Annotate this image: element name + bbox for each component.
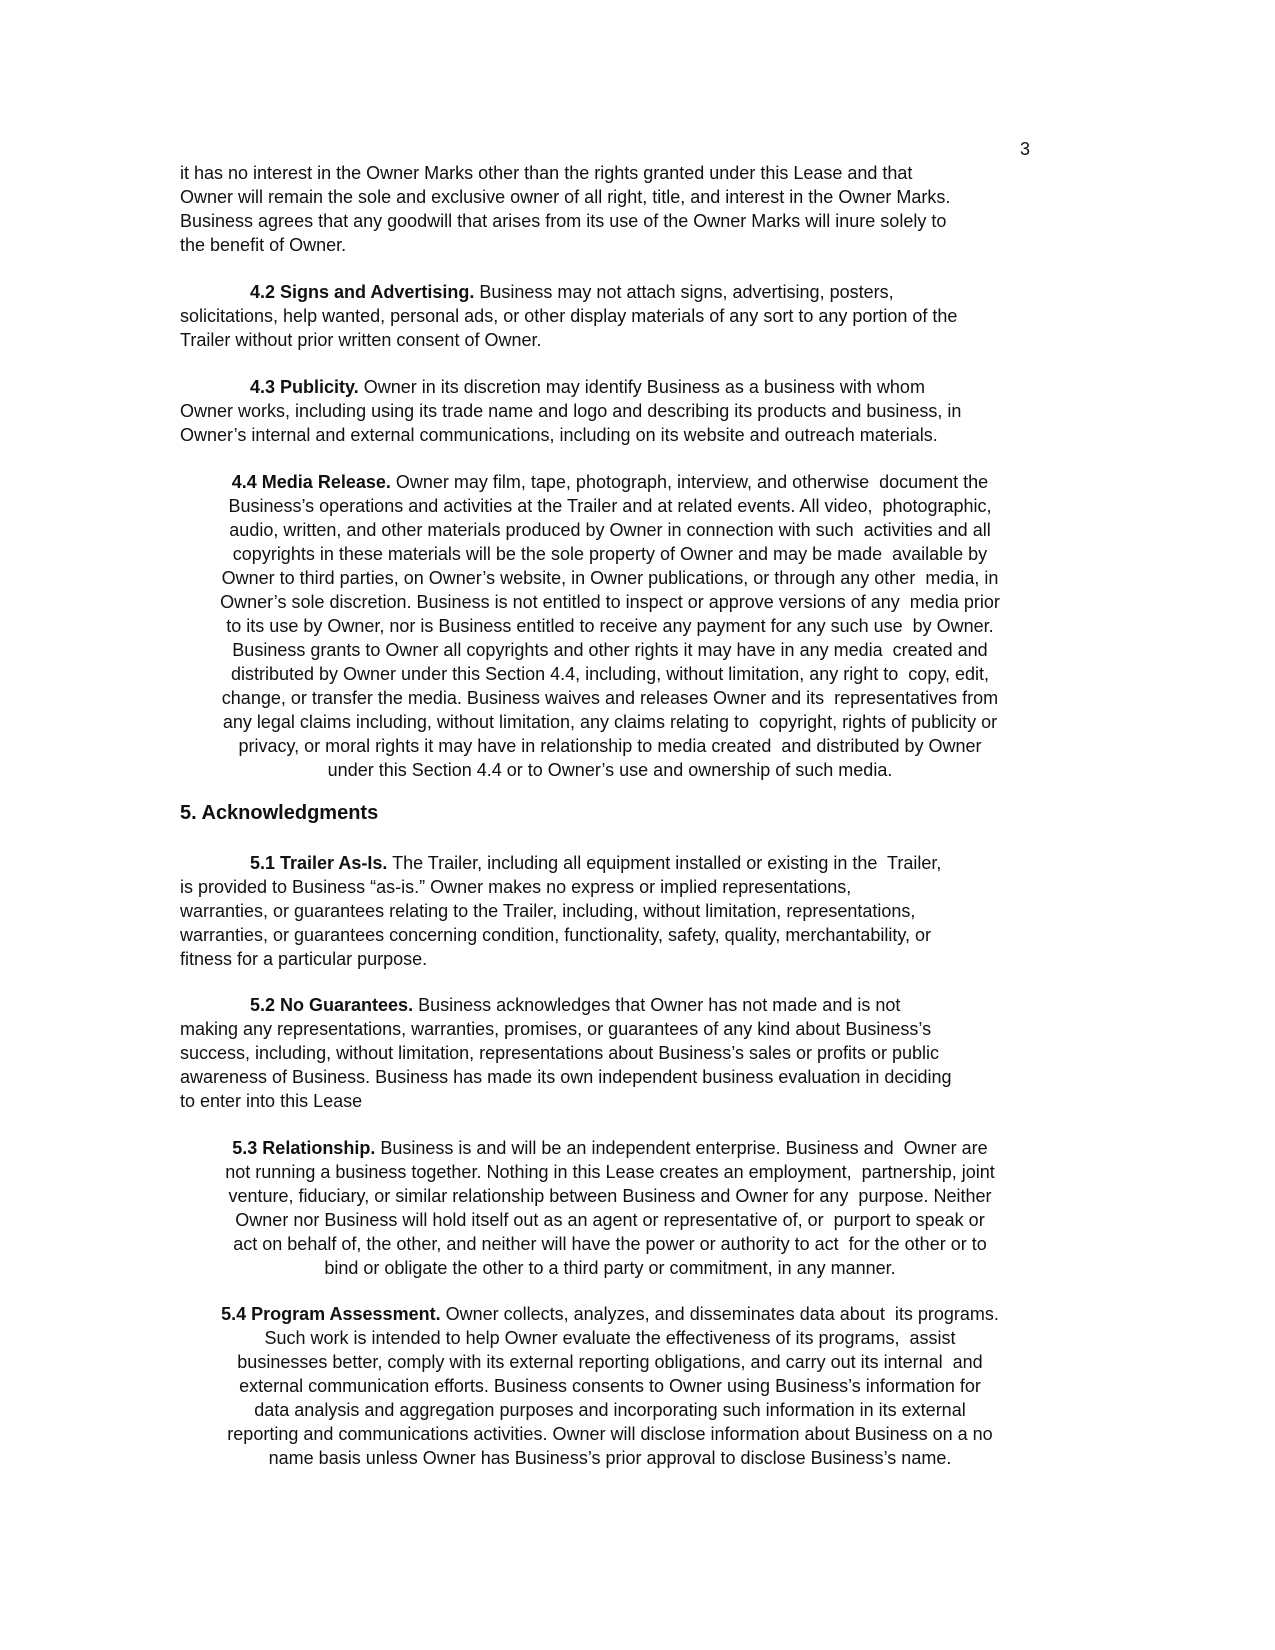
paragraph-line: [180, 161, 1040, 185]
line-text: privacy, or moral rights it may have in relationship to media created and distributed by Owner: [238, 736, 982, 756]
line-text: bind or obligate the other to a third party or commitment, in any manner.: [324, 1258, 896, 1278]
paragraph-line: [180, 328, 1040, 352]
line-text: businesses better, comply with its external reporting obligations, and carry out its internal and: [237, 1352, 983, 1372]
line-text: warranties, or guarantees relating to the Trailer, including, without limitation, representations,: [180, 901, 916, 921]
line-text: act on behalf of, the other, and neither will have the power or authority to act for the other or to: [233, 1234, 987, 1254]
line-text: fitness for a particular purpose.: [180, 949, 428, 969]
paragraph-line: [180, 518, 1040, 542]
paragraph-line: [180, 1136, 1040, 1160]
paragraph-line: [180, 1446, 1040, 1470]
paragraph-line: [180, 1256, 1040, 1280]
line-text: Business may not attach signs, advertising, posters,: [474, 282, 894, 302]
line-text: distributed by Owner under this Section 4.4, including, without limitation, any right to copy, edit,: [230, 664, 990, 684]
paragraph-line: [180, 923, 1040, 947]
paragraph-line: [180, 1398, 1040, 1422]
paragraph: [180, 993, 1040, 1113]
line-text: name basis unless Owner has Business’s prior approval to disclose Business’s name.: [268, 1448, 952, 1468]
line-text: Such work is intended to help Owner evaluate the effectiveness of its programs, assist: [264, 1328, 956, 1348]
paragraph-title: 5.1 Trailer As-Is.: [250, 853, 388, 873]
line-text: The Trailer, including all equipment installed or existing in the Trailer,: [387, 853, 942, 873]
paragraph: [180, 470, 1040, 782]
paragraph-line: [180, 1422, 1040, 1446]
line-text: under this Section 4.4 or to Owner’s use and ownership of such media.: [327, 760, 893, 780]
paragraph-line: [180, 1350, 1040, 1374]
line-text: change, or transfer the media. Business waives and releases Owner and its representatives from: [221, 688, 999, 708]
paragraph-line: [180, 1326, 1040, 1350]
paragraph-line: [180, 399, 1040, 423]
paragraph: [180, 375, 1040, 447]
section-heading: 5. Acknowledgments: [180, 802, 379, 824]
line-text: solicitations, help wanted, personal ads, or other display materials of any sort to any portion of the: [180, 306, 958, 326]
line-text: Business acknowledges that Owner has not made and is not: [413, 995, 901, 1015]
line-text: data analysis and aggregation purposes and incorporating such information in its external: [254, 1400, 966, 1420]
paragraph-line: [180, 1089, 1040, 1113]
paragraph: [180, 851, 1040, 971]
page-number: 3: [1020, 139, 1031, 159]
paragraph: [180, 1136, 1040, 1280]
line-text: Owner works, including using its trade name and logo and describing its products and business, in: [180, 401, 962, 421]
line-text: Owner nor Business will hold itself out as an agent or representative of, or purport to speak or: [235, 1210, 985, 1230]
paragraph-line: [180, 566, 1040, 590]
paragraph-line: [180, 1065, 1040, 1089]
paragraph-title: 5.3 Relationship.: [232, 1138, 376, 1158]
paragraph-line: [180, 734, 1040, 758]
line-text: Trailer without prior written consent of Owner.: [180, 330, 542, 350]
line-text: Owner’s sole discretion. Business is not entitled to inspect or approve versions of any media prior: [220, 592, 1000, 612]
paragraph-title: 4.2 Signs and Advertising.: [250, 282, 475, 302]
paragraph-title: 4.4 Media Release.: [231, 472, 391, 492]
paragraph-line: [180, 1041, 1040, 1065]
line-text: to its use by Owner, nor is Business entitled to receive any payment for any such use by Owner.: [226, 616, 994, 636]
paragraph-line: [180, 1374, 1040, 1398]
line-text: external communication efforts. Business consents to Owner using Business’s information for: [239, 1376, 981, 1396]
line-text: Owner collects, analyzes, and disseminates data about its programs.: [440, 1304, 999, 1324]
paragraph-line: [180, 209, 1040, 233]
paragraph-title: 5.4 Program Assessment.: [221, 1304, 441, 1324]
line-text: Owner’s internal and external communications, including on its website and outreach materials.: [180, 425, 938, 445]
line-text: Business is and will be an independent enterprise. Business and Owner are: [375, 1138, 988, 1158]
paragraph-line: [180, 638, 1040, 662]
line-text: Owner in its discretion may identify Business as a business with whom: [358, 377, 925, 397]
paragraph-line: [180, 233, 1040, 257]
paragraph: [180, 280, 1040, 352]
paragraph-line: [180, 280, 1040, 304]
line-text: audio, written, and other materials produced by Owner in connection with such activities and all: [229, 520, 991, 540]
paragraph-line: [180, 686, 1040, 710]
paragraph-line: [180, 304, 1040, 328]
paragraph-line: [180, 1160, 1040, 1184]
line-text: venture, fiduciary, or similar relationship between Business and Owner for any purpose. Neither: [228, 1186, 992, 1206]
paragraph-title: 4.3 Publicity.: [250, 377, 359, 397]
paragraph-line: [180, 614, 1040, 638]
line-text: Business agrees that any goodwill that arises from its use of the Owner Marks will inure solely to: [180, 211, 947, 231]
line-text: not running a business together. Nothing in this Lease creates an employment, partnership, joint: [225, 1162, 995, 1182]
paragraph-line: [180, 470, 1040, 494]
paragraph-line: [180, 993, 1040, 1017]
paragraph-line: [180, 1184, 1040, 1208]
paragraph-line: [180, 1017, 1040, 1041]
paragraph-title: 5.2 No Guarantees.: [250, 995, 414, 1015]
paragraph-line: [180, 375, 1040, 399]
line-text: is provided to Business “as-is.” Owner makes no express or implied representations,: [180, 877, 852, 897]
paragraph-line: [180, 947, 1040, 971]
line-text: any legal claims including, without limitation, any claims relating to copyright, rights of publicity or: [222, 712, 998, 732]
line-text: to enter into this Lease: [180, 1091, 363, 1111]
paragraph-line: [180, 185, 1040, 209]
line-text: making any representations, warranties, promises, or guarantees of any kind about Business’s: [180, 1019, 932, 1039]
line-text: Owner to third parties, on Owner’s website, in Owner publications, or through any other media, in: [221, 568, 999, 588]
line-text: the benefit of Owner.: [180, 235, 347, 255]
paragraph-line: [180, 1302, 1040, 1326]
line-text: Owner will remain the sole and exclusive owner of all right, title, and interest in the Owner Marks.: [180, 187, 951, 207]
paragraph-line: [180, 758, 1040, 782]
paragraph-line: [180, 494, 1040, 518]
paragraph-line: [180, 423, 1040, 447]
paragraph-line: [180, 590, 1040, 614]
line-text: copyrights in these materials will be the sole property of Owner and may be made available by: [232, 544, 988, 564]
line-text: warranties, or guarantees concerning condition, functionality, safety, quality, merchantability, or: [180, 925, 932, 945]
line-text: Business grants to Owner all copyrights and other rights it may have in any media created and: [232, 640, 988, 660]
line-text: Business’s operations and activities at the Trailer and at related events. All video, photographic,: [228, 496, 992, 516]
paragraph-line: [180, 710, 1040, 734]
line-text: Owner may film, tape, photograph, interview, and otherwise document the: [390, 472, 989, 492]
line-text: it has no interest in the Owner Marks other than the rights granted under this Lease and that: [180, 163, 913, 183]
paragraph-line: [180, 851, 1040, 875]
paragraph-line: [180, 875, 1040, 899]
paragraph: [180, 161, 1040, 257]
paragraph-line: [180, 899, 1040, 923]
paragraph-line: [180, 542, 1040, 566]
paragraph-line: [180, 1208, 1040, 1232]
paragraph-line: [180, 1232, 1040, 1256]
line-text: awareness of Business. Business has made its own independent business evaluation in deciding: [180, 1067, 952, 1087]
line-text: success, including, without limitation, representations about Business’s sales or profits or public: [180, 1043, 940, 1063]
paragraph-line: [180, 662, 1040, 686]
paragraph: [180, 1302, 1040, 1470]
line-text: reporting and communications activities. Owner will disclose information about Business on a no: [227, 1424, 993, 1444]
